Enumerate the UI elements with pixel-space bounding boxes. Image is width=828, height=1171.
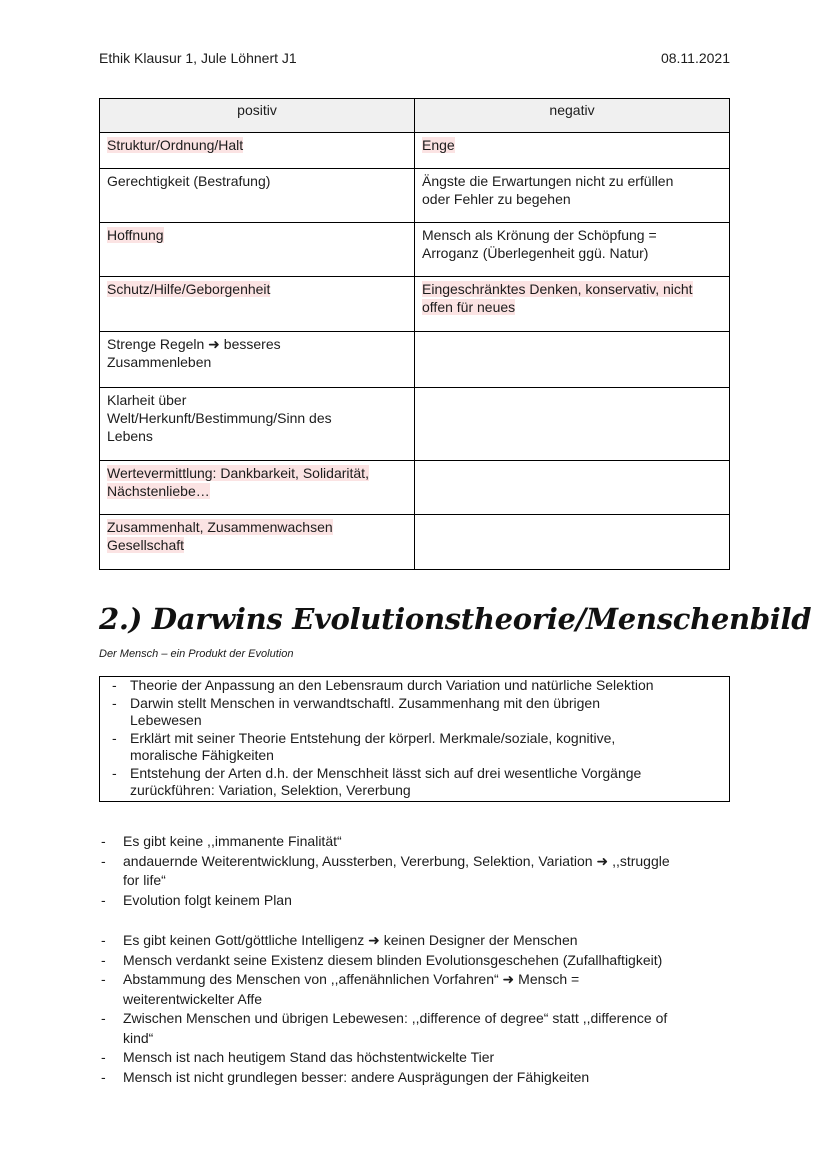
list-line: Es gibt keinen Gott/göttliche Intelligenz ➜ keinen Designer der Menschen xyxy=(123,932,578,948)
table-row xyxy=(100,515,730,570)
summary-box xyxy=(99,676,730,802)
cell-line: Struktur/Ordnung/Halt xyxy=(107,137,244,153)
header-title: Ethik Klausur 1, Jule Löhnert J1 xyxy=(99,50,297,66)
list-line: andauernde Weiterentwicklung, Aussterben, Vererbung, Selektion, Variation ➜ ,,struggle xyxy=(123,852,670,869)
cell-negativ xyxy=(415,133,730,169)
table-row xyxy=(100,277,730,332)
list-item xyxy=(99,891,730,911)
list-line: Mensch verdankt seine Existenz diesem blinden Evolutionsgeschehen (Zufallhaftigkeit) xyxy=(123,951,663,968)
list-line: moralische Fähigkeiten xyxy=(130,747,274,763)
list-line: Lebewesen xyxy=(130,712,202,728)
list-item xyxy=(99,951,730,971)
cell-positiv xyxy=(100,461,415,515)
cell-positiv xyxy=(100,133,415,169)
pros-cons-table xyxy=(99,98,730,570)
list-line: weiterentwickelter Affe xyxy=(123,990,263,1007)
list-item xyxy=(100,730,729,765)
list-line: Mensch ist nach heutigem Stand das höchstentwickelte Tier xyxy=(123,1049,495,1065)
table-row xyxy=(100,332,730,388)
list-item xyxy=(99,1009,730,1048)
cell-line: Arroganz (Überlegenheit ggü. Natur) xyxy=(422,245,649,261)
cell-line: Welt/Herkunft/Bestimmung/Sinn des xyxy=(107,410,332,426)
section-title: 2.) Darwins Evolutionstheorie/Menschenbild xyxy=(99,602,812,636)
list-line: Evolution folgt keinem Plan xyxy=(123,891,292,908)
cell-positiv xyxy=(100,515,415,570)
cell-line: Strenge Regeln ➜ besseres xyxy=(107,336,281,352)
table-row xyxy=(100,461,730,515)
list-item xyxy=(100,677,729,695)
cell-line: oder Fehler zu begehen xyxy=(422,191,571,207)
summary-list xyxy=(100,677,729,800)
cell-line: Ängste die Erwartungen nicht zu erfüllen xyxy=(422,173,674,189)
list-item xyxy=(99,832,730,852)
bullet-list-2 xyxy=(99,931,730,1087)
cell-line: Nächstenliebe… xyxy=(107,483,210,499)
list-line: zurückführen: Variation, Selektion, Vererbung xyxy=(130,782,411,798)
list-line: Zwischen Menschen und übrigen Lebewesen: ,,difference of degree“ statt ,,difference of xyxy=(123,1010,668,1026)
list-item xyxy=(100,695,729,730)
cell-line: Zusammenhalt, Zusammenwachsen xyxy=(107,519,333,535)
table-row xyxy=(100,169,730,223)
cell-line: offen für neues xyxy=(422,299,516,315)
header-positiv: positiv xyxy=(100,99,415,133)
cell-line: Enge xyxy=(422,137,455,153)
cell-positiv xyxy=(100,277,415,332)
list-item xyxy=(100,765,729,800)
cell-negativ xyxy=(415,169,730,223)
list-item xyxy=(99,1068,730,1088)
list-line: kind“ xyxy=(123,1029,154,1046)
table-row xyxy=(100,223,730,277)
cell-negativ xyxy=(415,332,730,388)
cell-negativ xyxy=(415,461,730,515)
bullet-list-1 xyxy=(99,832,730,910)
cell-positiv xyxy=(100,169,415,223)
table-header-row xyxy=(100,99,730,133)
cell-positiv xyxy=(100,332,415,388)
cell-positiv xyxy=(100,223,415,277)
bullet-list xyxy=(99,931,730,1087)
list-line: Darwin stellt Menschen in verwandtschaftl. Zusammenhang mit den übrigen xyxy=(130,694,601,711)
table-row xyxy=(100,133,730,169)
list-line: Erklärt mit seiner Theorie Entstehung der körperl. Merkmale/soziale, kognitive, xyxy=(130,729,616,746)
cell-negativ xyxy=(415,277,730,332)
list-line: Entstehung der Arten d.h. der Menschheit lässt sich auf drei wesentliche Vorgänge xyxy=(130,764,642,781)
cell-line: Lebens xyxy=(107,428,153,444)
section-subtitle: Der Mensch – ein Produkt der Evolution xyxy=(99,648,294,660)
list-line: Abstammung des Menschen von ,,affenähnlichen Vorfahren“ ➜ Mensch = xyxy=(123,971,580,987)
table-row xyxy=(100,388,730,461)
cell-line: Klarheit über xyxy=(107,392,187,408)
list-line: Theorie der Anpassung an den Lebensraum durch Variation und natürliche Selektion xyxy=(130,677,654,693)
list-line: Es gibt keine ,,immanente Finalität“ xyxy=(123,833,342,849)
cell-line: Zusammenleben xyxy=(107,354,212,370)
list-item xyxy=(99,970,730,1009)
cell-line: Schutz/Hilfe/Geborgenheit xyxy=(107,281,271,297)
cell-line: Wertevermittlung: Dankbarkeit, Solidarität, xyxy=(107,465,369,481)
cell-line: Eingeschränktes Denken, konservativ, nicht xyxy=(422,281,693,297)
header-negativ: negativ xyxy=(415,99,730,133)
cell-negativ xyxy=(415,515,730,570)
list-item xyxy=(99,852,730,891)
cell-negativ xyxy=(415,388,730,461)
list-item xyxy=(99,1048,730,1068)
list-line: for life“ xyxy=(123,872,166,888)
bullet-list xyxy=(99,832,730,910)
cell-negativ xyxy=(415,223,730,277)
cell-line: Gerechtigkeit (Bestrafung) xyxy=(107,173,271,189)
cell-line: Hoffnung xyxy=(107,227,164,243)
page-header xyxy=(99,50,730,70)
cell-positiv xyxy=(100,388,415,461)
list-line: Mensch ist nicht grundlegen besser: andere Ausprägungen der Fähigkeiten xyxy=(123,1068,590,1085)
cell-line: Gesellschaft xyxy=(107,537,185,553)
header-date: 08.11.2021 xyxy=(660,50,730,66)
list-item xyxy=(99,931,730,951)
cell-line: Mensch als Krönung der Schöpfung = xyxy=(422,227,657,243)
